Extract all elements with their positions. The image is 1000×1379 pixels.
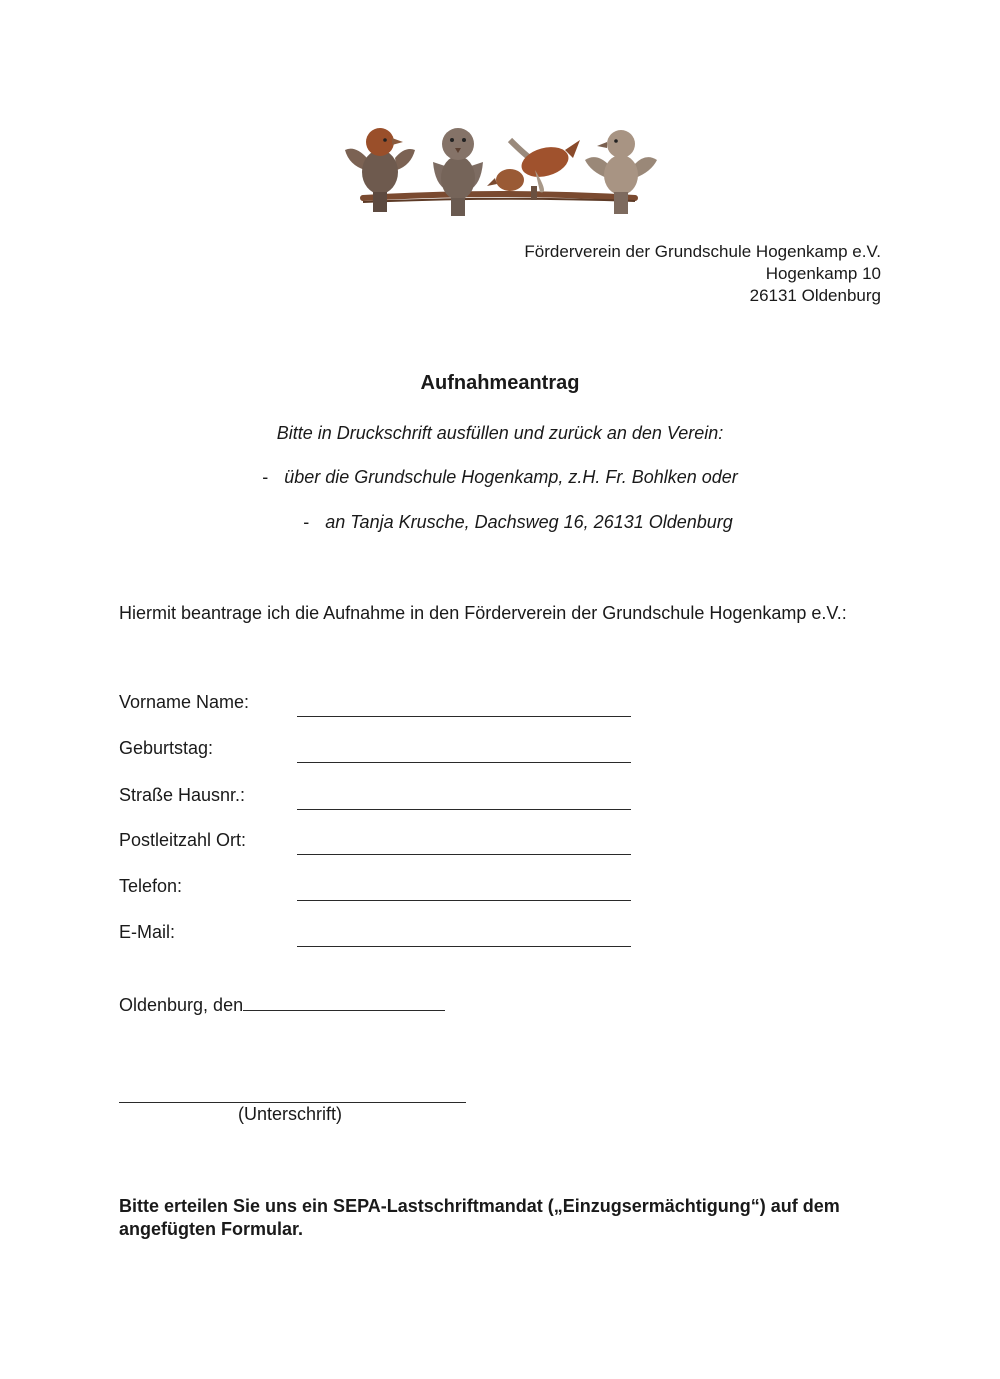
field-label: Geburtstag: [119, 738, 214, 758]
signature-line[interactable] [119, 1102, 466, 1103]
fill-line[interactable] [297, 809, 631, 810]
form-title: Aufnahmeantrag [420, 372, 580, 394]
birthday-field[interactable] [119, 738, 639, 764]
dash: - [303, 512, 310, 532]
association-address [524, 241, 881, 307]
signature-label: (Unterschrift) [238, 1104, 343, 1124]
bird-icon [433, 128, 483, 216]
postal-city-field[interactable] [119, 830, 639, 856]
bird-icon [487, 140, 580, 200]
bird-icon [345, 128, 415, 212]
fill-line[interactable] [297, 900, 631, 901]
fill-line[interactable] [297, 762, 631, 763]
phone-field[interactable] [119, 876, 639, 902]
fill-line[interactable] [297, 716, 631, 717]
name-field[interactable] [119, 692, 639, 718]
birds-on-branch-logo [335, 120, 665, 225]
field-label: Postleitzahl Ort: [119, 830, 247, 850]
date-line[interactable] [243, 992, 445, 1011]
instructions-option-text: über die Grundschule Hogenkamp, z.H. Fr. Bohlken oder [284, 467, 738, 487]
dash: - [262, 467, 269, 487]
date-label: Oldenburg, den [119, 995, 244, 1015]
field-label: Telefon: [119, 876, 183, 896]
instructions-option-text: an Tanja Krusche, Dachsweg 16, 26131 Oldenburg [325, 512, 733, 532]
field-label: E-Mail: [119, 922, 176, 942]
association-street: Hogenkamp 10 [765, 264, 881, 283]
association-city: 26131 Oldenburg [749, 286, 881, 305]
instructions-lead: Bitte in Druckschrift ausfüllen und zurück an den Verein: [276, 423, 724, 443]
instructions-option [18, 512, 1000, 533]
instructions-option [0, 467, 1000, 488]
association-name: Förderverein der Grundschule Hogenkamp e.V. [524, 242, 881, 261]
intro-text: Hiermit beantrage ich die Aufnahme in den Förderverein der Grundschule Hogenkamp e.V.: [119, 603, 847, 623]
date-field[interactable] [119, 992, 445, 1016]
sepa-note: Bitte erteilen Sie uns ein SEPA-Lastschriftmandat („Einzugsermächtigung“) auf dem angefügten Formular. [119, 1196, 840, 1239]
bird-icon [585, 130, 657, 214]
fill-line[interactable] [297, 946, 631, 947]
street-field[interactable] [119, 785, 639, 811]
fill-line[interactable] [297, 854, 631, 855]
email-field[interactable] [119, 922, 639, 948]
field-label: Straße Hausnr.: [119, 785, 246, 805]
field-label: Vorname Name: [119, 692, 250, 712]
